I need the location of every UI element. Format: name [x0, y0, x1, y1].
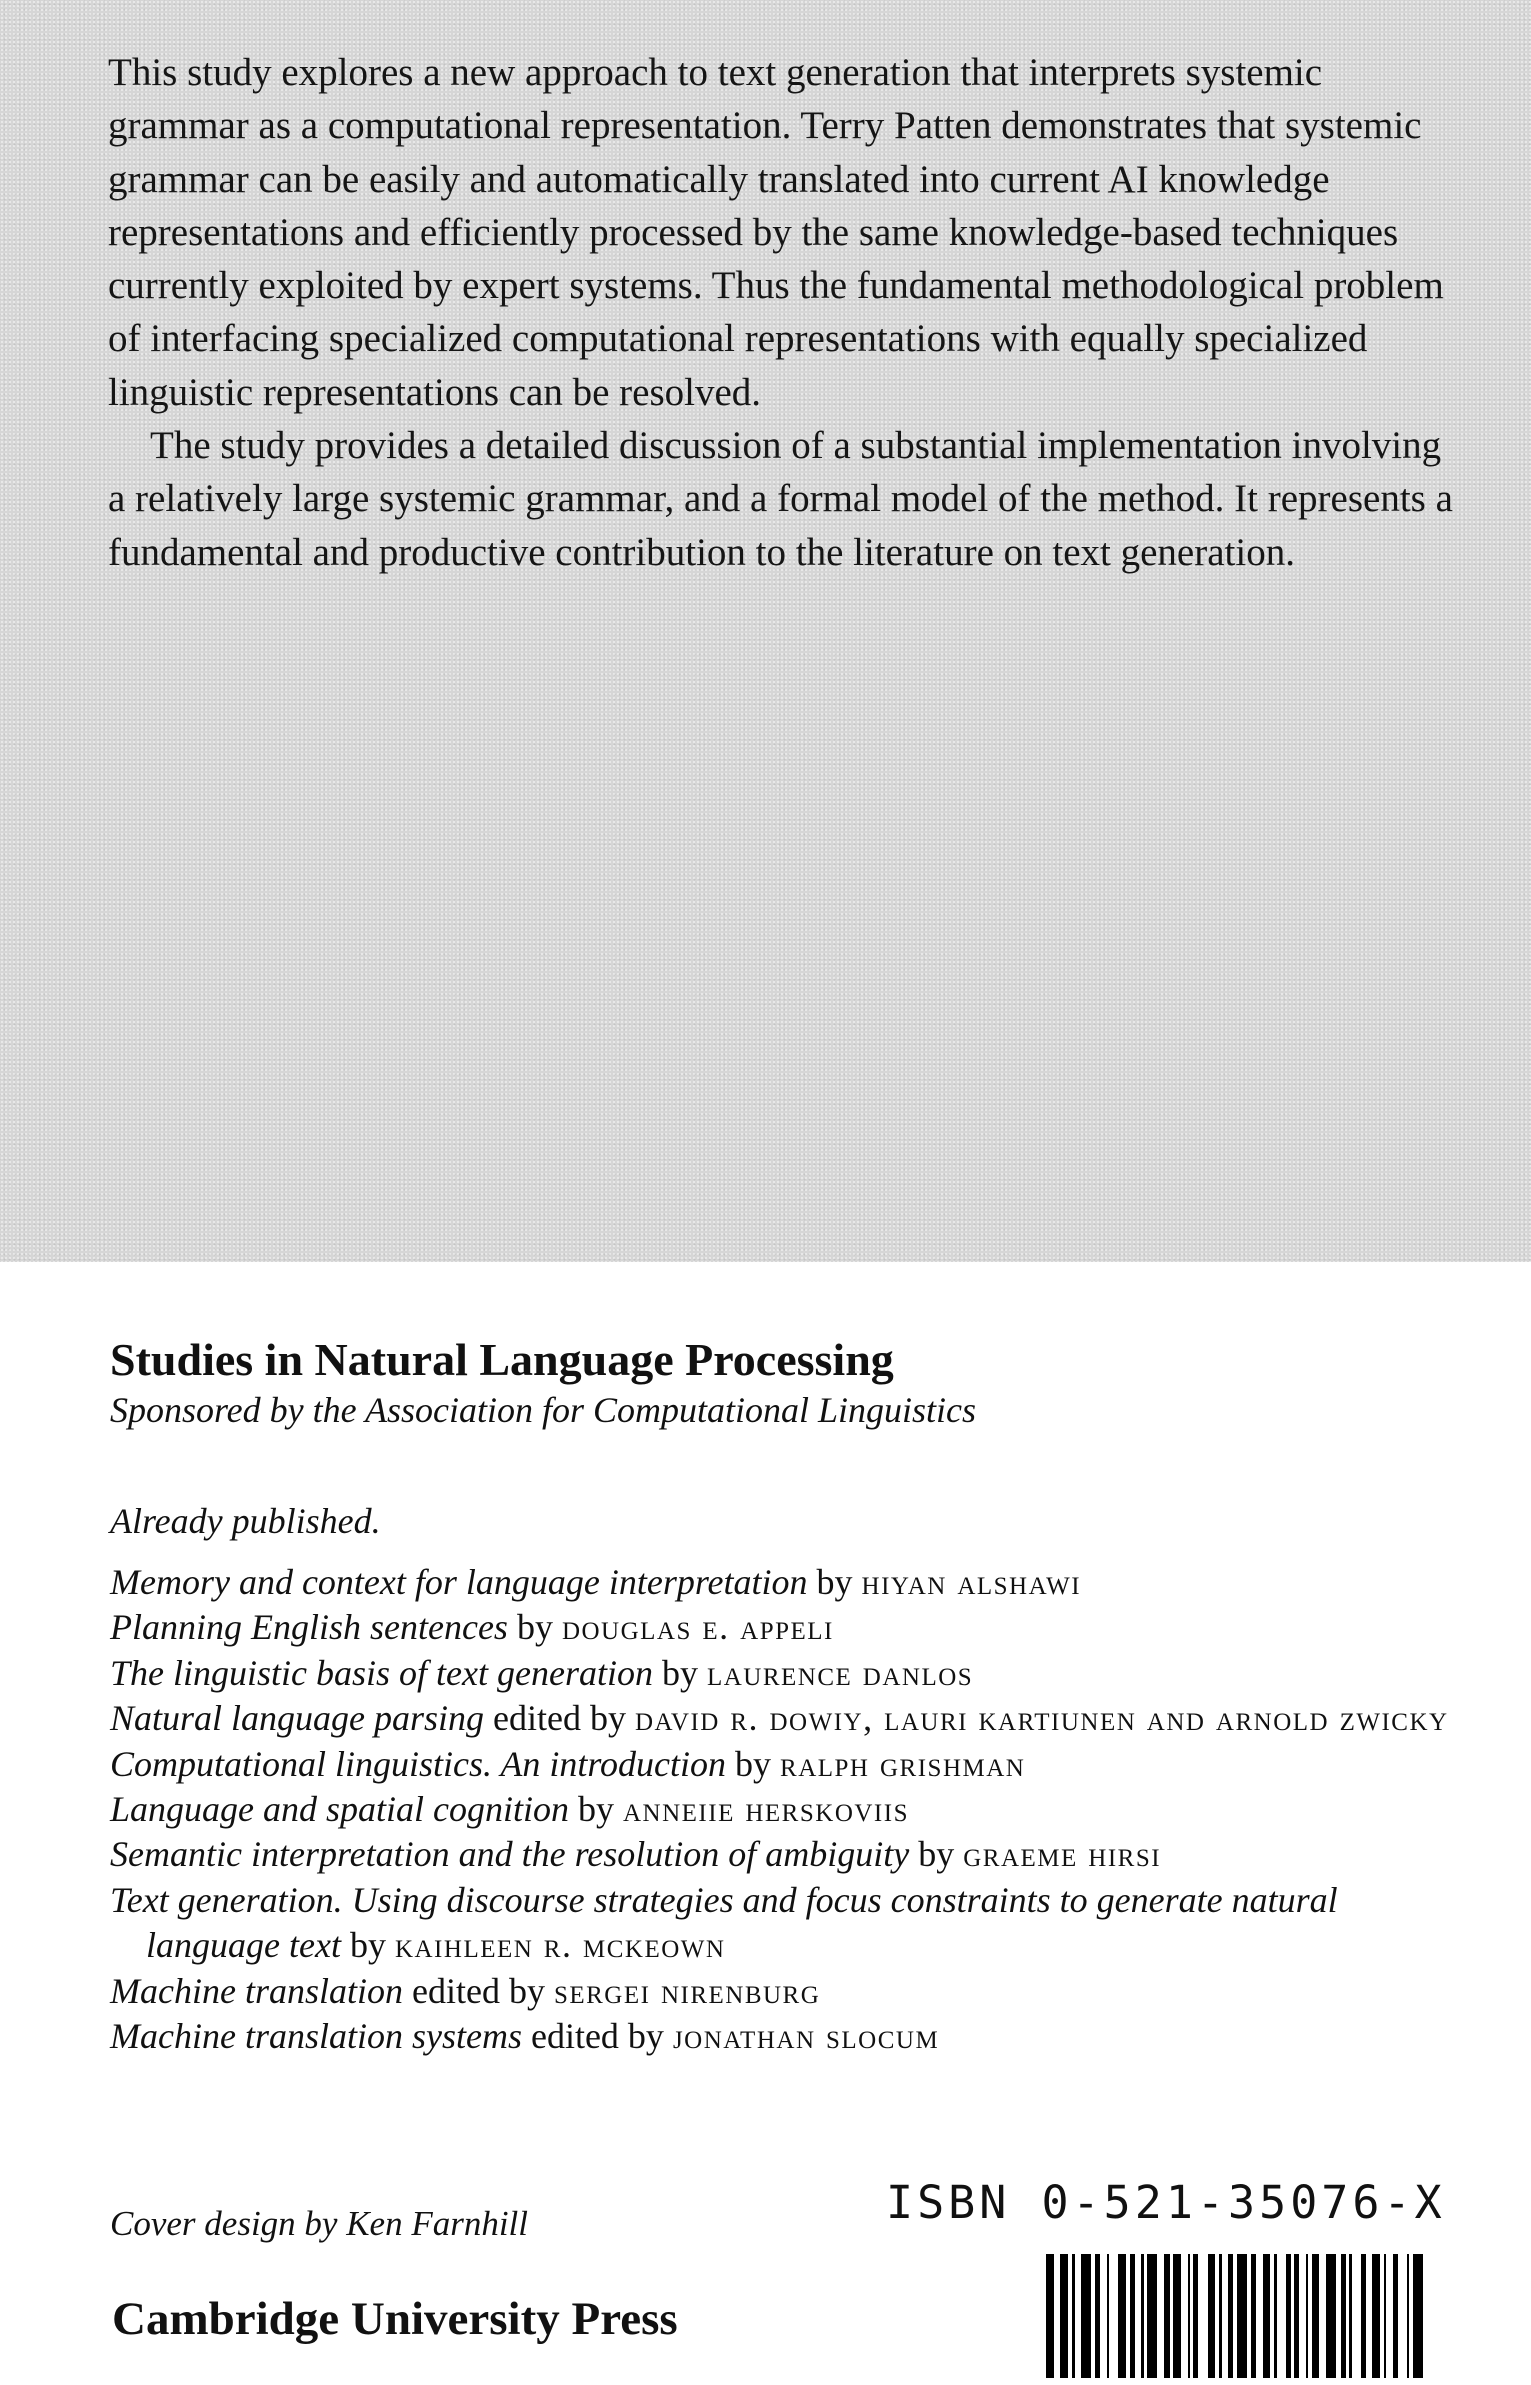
barcode-bar — [1219, 2254, 1222, 2378]
publication-title: Memory and context for language interpretation — [110, 1562, 808, 1602]
barcode-bar — [1237, 2254, 1247, 2378]
series-sponsor: Sponsored by the Association for Computational Linguistics — [110, 1390, 977, 1430]
barcode-bar — [1372, 2254, 1380, 2378]
barcode-bar — [1107, 2254, 1110, 2378]
publication-connector: by — [735, 1743, 772, 1784]
barcode-bar — [1341, 2254, 1346, 2378]
publication-title: Natural language parsing — [110, 1698, 485, 1739]
publication-authors: douglas e. appeli — [561, 1607, 834, 1648]
barcode-bar — [1164, 2254, 1169, 2378]
publication-authors: jonathan slocum — [672, 2016, 940, 2057]
cover-design-credit: Cover design by Ken Farnhill — [110, 2204, 529, 2243]
list-item — [110, 2014, 1450, 2059]
series-title: Studies in Natural Language Processing — [110, 1334, 894, 1385]
publication-connector: by — [578, 1789, 614, 1830]
list-item — [110, 1651, 1450, 1696]
barcode-bar — [1274, 2254, 1277, 2378]
barcode-bar — [1072, 2254, 1075, 2378]
publication-title: Planning English sentences — [110, 1607, 508, 1648]
publication-list — [110, 1560, 1450, 2059]
blurb-text — [108, 46, 1458, 579]
barcode-bar — [1173, 2254, 1181, 2378]
publication-title: Language and spatial cognition — [110, 1789, 569, 1830]
barcode-bar — [1118, 2254, 1126, 2378]
blurb-paragraph-2: The study provides a detailed discussion of a substantial implementation involving a relatively large systemic grammar, and a formal model of the method. It represents a fundamental and productive contribution to the literature on text generation. — [108, 424, 1453, 574]
barcode-bar — [1306, 2254, 1309, 2378]
barcode-bar — [1228, 2254, 1233, 2378]
publication-authors: hiyan alshawi — [861, 1562, 1082, 1602]
publication-authors: kaihleen r. mckeown — [394, 1925, 726, 1966]
isbn-number: ISBN 0-521-35076-X — [886, 2176, 1446, 2229]
publication-title: Machine translation — [110, 1970, 403, 2011]
publication-connector: edited by — [493, 1698, 626, 1739]
barcode-bar — [1095, 2254, 1100, 2378]
barcode-bar — [1349, 2254, 1352, 2378]
publication-authors: david r. dowiy, lauri kartiunen and arnold zwicky — [635, 1698, 1449, 1739]
list-item — [110, 1787, 1450, 1832]
barcode-bar — [1312, 2254, 1320, 2378]
barcode-bar — [1407, 2254, 1410, 2378]
list-item — [110, 1969, 1450, 2014]
barcode-bar — [1208, 2254, 1216, 2378]
barcode-bar — [1251, 2254, 1256, 2378]
barcode-bar — [1413, 2254, 1423, 2378]
list-item — [110, 1560, 1450, 1605]
barcode-bar — [1147, 2254, 1157, 2378]
barcode-icon — [1046, 2254, 1430, 2378]
publication-connector: by — [918, 1834, 955, 1875]
publication-authors: anneiie herskoviis — [623, 1789, 909, 1830]
barcode-bar — [1263, 2254, 1271, 2378]
barcode-bar — [1060, 2254, 1068, 2378]
barcode-bar — [1384, 2254, 1387, 2378]
list-item — [110, 1742, 1450, 1787]
publication-title: The linguistic basis of text generation — [110, 1652, 653, 1693]
publication-title: Machine translation systems — [110, 2016, 522, 2057]
barcode-bar — [1130, 2254, 1135, 2378]
barcode-bar — [1326, 2254, 1336, 2378]
already-published-label: Already published. — [110, 1501, 381, 1541]
barcode-bar — [1081, 2254, 1091, 2378]
list-item — [110, 1832, 1450, 1877]
barcode-bar — [1294, 2254, 1299, 2378]
publication-authors: laurence danlos — [706, 1652, 974, 1693]
barcode-bar — [1188, 2254, 1191, 2378]
publisher-name: Cambridge University Press — [112, 2293, 678, 2345]
publication-connector: edited by — [530, 2016, 664, 2057]
publication-title: Computational linguistics. An introduction — [110, 1743, 727, 1784]
barcode-bar — [1393, 2254, 1398, 2378]
publication-connector: by — [816, 1562, 853, 1602]
list-item — [110, 1878, 1450, 1969]
publication-authors: ralph grishman — [780, 1743, 1026, 1784]
publication-title: Semantic interpretation and the resolution of ambiguity — [110, 1834, 910, 1875]
publication-title: Text generation. Using discourse strategies and focus constraints to generate natural language text — [110, 1879, 1338, 1966]
publication-authors: graeme hirsi — [963, 1834, 1162, 1875]
barcode-bar — [1361, 2254, 1366, 2378]
publication-connector: by — [516, 1607, 553, 1648]
barcode-bar — [1286, 2254, 1291, 2378]
barcode-bar — [1193, 2254, 1198, 2378]
publication-connector: by — [661, 1652, 698, 1693]
list-item — [110, 1605, 1450, 1650]
barcode-bar — [1046, 2254, 1054, 2378]
barcode-bar — [1141, 2254, 1144, 2378]
publication-connector: by — [349, 1925, 386, 1966]
list-item — [110, 1696, 1450, 1741]
blurb-paragraph-1: This study explores a new approach to text generation that interprets systemic grammar as a computational representation. Terry Patten demonstrates that systemic grammar can be easily and automatically translated into current AI knowledge representations and efficiently processed by the same knowledge-based techniques currently exploited by expert systems. Thus the fundamental methodological problem of interfacing specialized computational representations with equally specialized linguistic representations can be resolved. — [108, 51, 1444, 414]
publication-authors: sergei nirenburg — [553, 1970, 821, 2011]
publication-connector: edited by — [411, 1970, 545, 2011]
